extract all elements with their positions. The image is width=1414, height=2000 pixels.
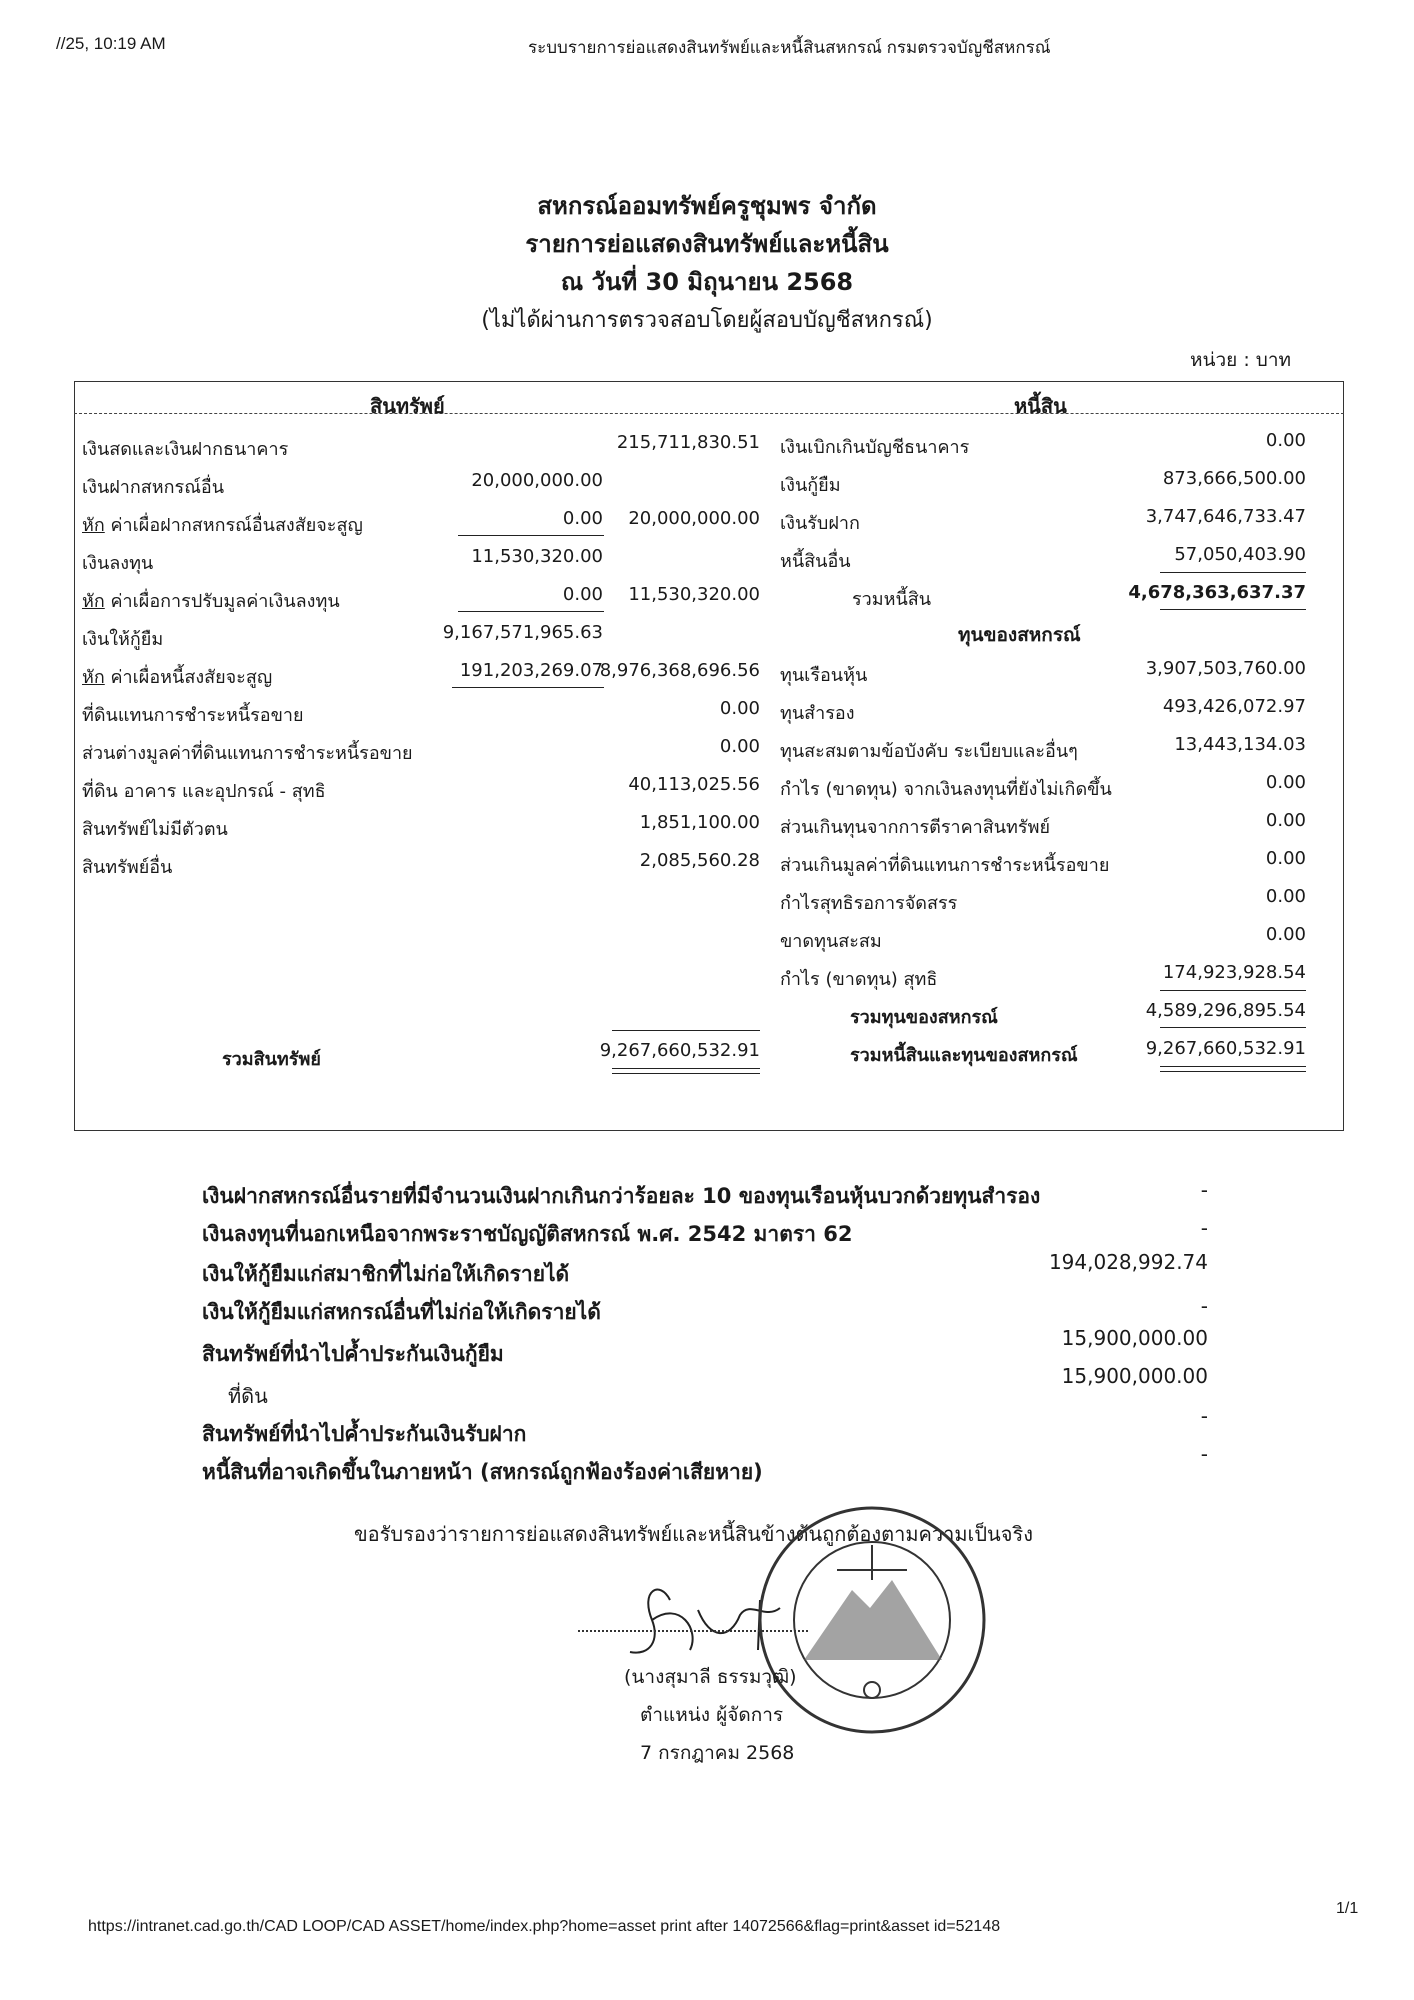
note-label: สินทรัพย์ที่นำไปค้ำประกันเงินรับฝาก bbox=[202, 1422, 527, 1446]
subtotal-line bbox=[1160, 990, 1306, 991]
unit-label: หน่วย : บาท bbox=[1190, 349, 1292, 371]
subtotal-line bbox=[458, 535, 604, 536]
equity-label: ทุนเรือนหุ้น bbox=[780, 665, 868, 686]
asset-gross-value: 20,000,000.00 bbox=[471, 470, 603, 491]
note-value: - bbox=[1200, 1216, 1208, 1240]
equity-value: 13,443,134.03 bbox=[1174, 734, 1306, 755]
grand-total-label: รวมหนี้สินและทุนของสหกรณ์ bbox=[850, 1045, 1078, 1066]
print-page-title: ระบบรายการย่อแสดงสินทรัพย์และหนี้สินสหกรณ์ กรมตรวจบัญชีสหกรณ์ bbox=[528, 38, 1051, 57]
header-divider bbox=[74, 413, 1344, 414]
assets-heading: สินทรัพย์ bbox=[370, 394, 445, 418]
signed-date: 7 กรกฎาคม 2568 bbox=[640, 1742, 795, 1764]
print-page-count: 1/1 bbox=[1336, 1900, 1359, 1917]
equity-heading: ทุนของสหกรณ์ bbox=[958, 624, 1081, 646]
equity-value: 493,426,072.97 bbox=[1162, 696, 1306, 717]
asset-gross-value: 9,167,571,965.63 bbox=[442, 622, 603, 643]
print-datetime: //25, 10:19 AM bbox=[56, 34, 166, 53]
asset-label: สินทรัพย์อื่น bbox=[82, 857, 173, 878]
asset-label-text: ค่าเผื่อการปรับมูลค่าเงินลงทุน bbox=[110, 591, 340, 612]
asset-label: ส่วนต่างมูลค่าที่ดินแทนการชำระหนี้รอขาย bbox=[82, 743, 413, 764]
liability-label: เงินเบิกเกินบัญชีธนาคาร bbox=[780, 437, 970, 458]
liabilities-total-value: 4,678,363,637.37 bbox=[1128, 582, 1306, 603]
equity-value: 0.00 bbox=[1265, 886, 1306, 907]
note-value-sub: 15,900,000.00 bbox=[1061, 1364, 1208, 1388]
asset-gross-value: 0.00 bbox=[562, 584, 603, 605]
liabilities-heading: หนี้สิน bbox=[1014, 394, 1067, 418]
subtotal-line bbox=[1160, 609, 1306, 610]
subtotal-line bbox=[452, 687, 604, 688]
note-label: หนี้สินที่อาจเกิดขึ้นในภายหน้า (สหกรณ์ถูกฟ้องร้องค่าเสียหาย) bbox=[202, 1460, 763, 1484]
equity-value: 0.00 bbox=[1265, 848, 1306, 869]
asset-label: ที่ดิน อาคาร และอุปกรณ์ - สุทธิ bbox=[82, 781, 326, 802]
asset-label-text: ค่าเผื่อฝากสหกรณ์อื่นสงสัยจะสูญ bbox=[110, 515, 363, 536]
equity-label: กำไร (ขาดทุน) จากเงินลงทุนที่ยังไม่เกิดขึ้น bbox=[780, 779, 1112, 800]
assets-total-label: รวมสินทรัพย์ bbox=[222, 1049, 321, 1070]
liability-value: 873,666,500.00 bbox=[1162, 468, 1306, 489]
equity-label: ทุนสำรอง bbox=[780, 703, 855, 724]
signer-position: ตำแหน่ง ผู้จัดการ bbox=[640, 1704, 784, 1726]
asset-total-value: 215,711,830.51 bbox=[616, 432, 760, 453]
asset-label: เงินลงทุน bbox=[82, 553, 154, 574]
note-value: 194,028,992.74 bbox=[1048, 1250, 1208, 1274]
note-value: 15,900,000.00 bbox=[1061, 1326, 1208, 1350]
asset-label: สินทรัพย์ไม่มีตัวตน bbox=[82, 819, 228, 840]
asset-label: ที่ดินแทนการชำระหนี้รอขาย bbox=[82, 705, 304, 726]
equity-value: 3,907,503,760.00 bbox=[1145, 658, 1306, 679]
subtotal-line bbox=[1160, 1027, 1306, 1028]
assets-total-double-line bbox=[612, 1068, 760, 1074]
deduct-prefix: หัก bbox=[82, 667, 105, 688]
asset-net-value: 0.00 bbox=[719, 736, 760, 757]
note-label: เงินฝากสหกรณ์อื่นรายที่มีจำนวนเงินฝากเกินกว่าร้อยละ 10 ของทุนเรือนหุ้นบวกด้วยทุนสำรอง bbox=[202, 1184, 1041, 1208]
asset-label bbox=[82, 662, 272, 691]
certification-statement: ขอรับรองว่ารายการย่อแสดงสินทรัพย์และหนี้สินข้างต้นถูกต้องตามความเป็นจริง bbox=[354, 1522, 1033, 1546]
equity-value: 174,923,928.54 bbox=[1162, 962, 1306, 983]
note-label: เงินให้กู้ยืมแก่สหกรณ์อื่นที่ไม่ก่อให้เกิดรายได้ bbox=[202, 1300, 601, 1324]
asset-label: เงินให้กู้ยืม bbox=[82, 629, 164, 650]
note-label-sub: ที่ดิน bbox=[228, 1384, 268, 1408]
grand-total-value: 9,267,660,532.91 bbox=[1145, 1038, 1306, 1059]
equity-value: 0.00 bbox=[1265, 772, 1306, 793]
asset-net-value: 8,976,368,696.56 bbox=[599, 660, 760, 681]
assets-total-value: 9,267,660,532.91 bbox=[599, 1040, 760, 1061]
asset-label bbox=[82, 510, 363, 539]
report-title: รายการย่อแสดงสินทรัพย์และหนี้สิน bbox=[525, 230, 889, 258]
report-date: ณ วันที่ 30 มิถุนายน 2568 bbox=[560, 268, 854, 296]
equity-label: ส่วนเกินทุนจากการตีราคาสินทรัพย์ bbox=[780, 817, 1050, 838]
equity-label: กำไรสุทธิรอการจัดสรร bbox=[780, 893, 958, 914]
note-label: เงินให้กู้ยืมแก่สมาชิกที่ไม่ก่อให้เกิดรายได้ bbox=[202, 1262, 570, 1286]
deduct-prefix: หัก bbox=[82, 591, 105, 612]
grand-total-double-line bbox=[1160, 1066, 1306, 1072]
asset-gross-value: 0.00 bbox=[562, 508, 603, 529]
equity-value: 0.00 bbox=[1265, 810, 1306, 831]
note-label: เงินลงทุนที่นอกเหนือจากพระราชบัญญัติสหกรณ์ พ.ศ. 2542 มาตรา 62 bbox=[202, 1222, 853, 1246]
note-value: - bbox=[1200, 1404, 1208, 1428]
asset-gross-value: 11,530,320.00 bbox=[471, 546, 603, 567]
equity-label: ขาดทุนสะสม bbox=[780, 931, 882, 952]
subtotal-line bbox=[1160, 572, 1306, 573]
equity-total-value: 4,589,296,895.54 bbox=[1145, 1000, 1306, 1021]
note-value: - bbox=[1200, 1178, 1208, 1202]
equity-label: ทุนสะสมตามข้อบังคับ ระเบียบและอื่นๆ bbox=[780, 741, 1078, 762]
liability-value: 3,747,646,733.47 bbox=[1145, 506, 1306, 527]
asset-label-text: ค่าเผื่อหนี้สงสัยจะสูญ bbox=[110, 667, 273, 688]
equity-label: กำไร (ขาดทุน) สุทธิ bbox=[780, 969, 938, 990]
note-label: สินทรัพย์ที่นำไปค้ำประกันเงินกู้ยืม bbox=[202, 1342, 504, 1366]
asset-label: เงินสดและเงินฝากธนาคาร bbox=[82, 439, 289, 460]
equity-label: ส่วนเกินมูลค่าที่ดินแทนการชำระหนี้รอขาย bbox=[780, 855, 1110, 876]
liability-label: เงินกู้ยืม bbox=[780, 475, 841, 496]
equity-total-label: รวมทุนของสหกรณ์ bbox=[850, 1007, 998, 1028]
org-name: สหกรณ์ออมทรัพย์ครูชุมพร จำกัด bbox=[537, 192, 877, 220]
asset-net-value: 0.00 bbox=[719, 698, 760, 719]
asset-net-value: 1,851,100.00 bbox=[639, 812, 760, 833]
subtotal-line bbox=[458, 611, 604, 612]
asset-label bbox=[82, 586, 340, 615]
asset-net-value: 11,530,320.00 bbox=[628, 584, 760, 605]
signer-name: (นางสุมาลี ธรรมวุฒิ) bbox=[624, 1666, 797, 1688]
liability-label: เงินรับฝาก bbox=[780, 513, 860, 534]
asset-net-value: 40,113,025.56 bbox=[628, 774, 760, 795]
audit-note: (ไม่ได้ผ่านการตรวจสอบโดยผู้สอบบัญชีสหกรณ์) bbox=[481, 308, 933, 333]
equity-value: 0.00 bbox=[1265, 924, 1306, 945]
asset-label: เงินฝากสหกรณ์อื่น bbox=[82, 477, 225, 498]
liability-value: 57,050,403.90 bbox=[1174, 544, 1306, 565]
note-value: - bbox=[1200, 1294, 1208, 1318]
assets-total-top-line bbox=[612, 1030, 760, 1031]
liability-label: หนี้สินอื่น bbox=[780, 551, 851, 572]
asset-net-value: 2,085,560.28 bbox=[639, 850, 760, 871]
cooperative-seal bbox=[752, 1500, 992, 1740]
deduct-prefix: หัก bbox=[82, 515, 105, 536]
asset-gross-value: 191,203,269.07 bbox=[459, 660, 603, 681]
asset-net-value: 20,000,000.00 bbox=[628, 508, 760, 529]
note-value: - bbox=[1200, 1442, 1208, 1466]
liability-value: 0.00 bbox=[1265, 430, 1306, 451]
liabilities-total-label: รวมหนี้สิน bbox=[852, 589, 932, 610]
print-url: https://intranet.cad.go.th/CAD LOOP/CAD ASSET/home/index.php?home=asset print after 14072566&flag=print&asset id=52148 bbox=[88, 1918, 1001, 1935]
